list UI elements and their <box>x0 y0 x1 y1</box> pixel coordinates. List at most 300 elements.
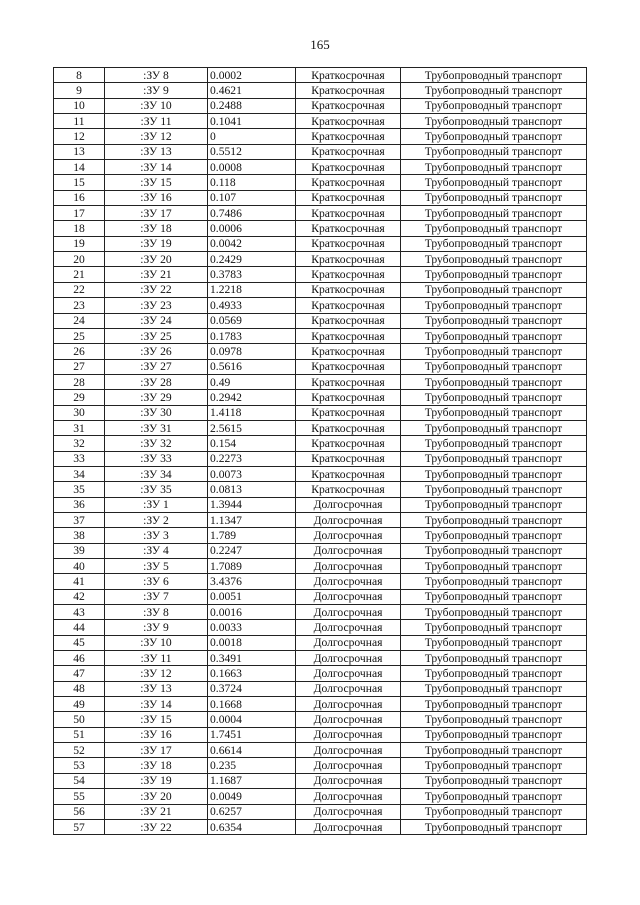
usage-cell: Трубопроводный транспорт <box>401 451 587 466</box>
area-cell: 0.5512 <box>208 144 296 159</box>
usage-cell: Трубопроводный транспорт <box>401 635 587 650</box>
row-number-cell: 40 <box>54 559 105 574</box>
plot-id-cell: :ЗУ 12 <box>105 129 208 144</box>
area-cell: 0.1668 <box>208 697 296 712</box>
table-row <box>54 666 587 681</box>
usage-cell: Трубопроводный транспорт <box>401 819 587 834</box>
term-cell: Краткосрочная <box>296 328 401 343</box>
plot-id-cell: :ЗУ 19 <box>105 773 208 788</box>
plot-id-cell: :ЗУ 22 <box>105 282 208 297</box>
table-row <box>54 574 587 589</box>
row-number-cell: 13 <box>54 144 105 159</box>
area-cell: 0.0813 <box>208 482 296 497</box>
area-cell: 3.4376 <box>208 574 296 589</box>
usage-cell: Трубопроводный транспорт <box>401 512 587 527</box>
term-cell: Краткосрочная <box>296 482 401 497</box>
term-cell: Долгосрочная <box>296 635 401 650</box>
row-number-cell: 15 <box>54 175 105 190</box>
row-number-cell: 24 <box>54 313 105 328</box>
usage-cell: Трубопроводный транспорт <box>401 420 587 435</box>
row-number-cell: 47 <box>54 666 105 681</box>
term-cell: Краткосрочная <box>296 267 401 282</box>
row-number-cell: 31 <box>54 420 105 435</box>
area-cell: 0.0018 <box>208 635 296 650</box>
term-cell: Краткосрочная <box>296 221 401 236</box>
area-cell: 1.7089 <box>208 559 296 574</box>
row-number-cell: 54 <box>54 773 105 788</box>
plot-id-cell: :ЗУ 24 <box>105 313 208 328</box>
usage-cell: Трубопроводный транспорт <box>401 620 587 635</box>
term-cell: Долгосрочная <box>296 804 401 819</box>
area-cell: 0 <box>208 129 296 144</box>
table-row <box>54 681 587 696</box>
area-cell: 0.2273 <box>208 451 296 466</box>
row-number-cell: 49 <box>54 697 105 712</box>
usage-cell: Трубопроводный транспорт <box>401 789 587 804</box>
table-row <box>54 390 587 405</box>
term-cell: Краткосрочная <box>296 405 401 420</box>
plot-id-cell: :ЗУ 22 <box>105 819 208 834</box>
table-row <box>54 252 587 267</box>
term-cell: Краткосрочная <box>296 206 401 221</box>
plot-id-cell: :ЗУ 21 <box>105 804 208 819</box>
area-cell: 1.1347 <box>208 512 296 527</box>
row-number-cell: 20 <box>54 252 105 267</box>
table-row <box>54 451 587 466</box>
term-cell: Долгосрочная <box>296 620 401 635</box>
usage-cell: Трубопроводный транспорт <box>401 129 587 144</box>
row-number-cell: 21 <box>54 267 105 282</box>
plot-id-cell: :ЗУ 6 <box>105 574 208 589</box>
plot-id-cell: :ЗУ 13 <box>105 144 208 159</box>
term-cell: Долгосрочная <box>296 789 401 804</box>
usage-cell: Трубопроводный транспорт <box>401 758 587 773</box>
usage-cell: Трубопроводный транспорт <box>401 559 587 574</box>
table-row <box>54 328 587 343</box>
row-number-cell: 39 <box>54 543 105 558</box>
term-cell: Краткосрочная <box>296 98 401 113</box>
row-number-cell: 48 <box>54 681 105 696</box>
area-cell: 1.7451 <box>208 727 296 742</box>
table-row <box>54 512 587 527</box>
table-row <box>54 98 587 113</box>
area-cell: 1.2218 <box>208 282 296 297</box>
plot-id-cell: :ЗУ 9 <box>105 620 208 635</box>
plot-id-cell: :ЗУ 15 <box>105 175 208 190</box>
plot-id-cell: :ЗУ 14 <box>105 697 208 712</box>
area-cell: 0.0033 <box>208 620 296 635</box>
usage-cell: Трубопроводный транспорт <box>401 236 587 251</box>
area-cell: 2.5615 <box>208 420 296 435</box>
plot-id-cell: :ЗУ 9 <box>105 83 208 98</box>
plot-id-cell: :ЗУ 34 <box>105 466 208 481</box>
term-cell: Краткосрочная <box>296 282 401 297</box>
term-cell: Краткосрочная <box>296 359 401 374</box>
term-cell: Краткосрочная <box>296 129 401 144</box>
term-cell: Краткосрочная <box>296 190 401 205</box>
area-cell: 1.789 <box>208 528 296 543</box>
row-number-cell: 12 <box>54 129 105 144</box>
usage-cell: Трубопроводный транспорт <box>401 405 587 420</box>
row-number-cell: 8 <box>54 68 105 83</box>
plot-id-cell: :ЗУ 12 <box>105 666 208 681</box>
area-cell: 1.3944 <box>208 497 296 512</box>
usage-cell: Трубопроводный транспорт <box>401 83 587 98</box>
table-row <box>54 344 587 359</box>
area-cell: 1.4118 <box>208 405 296 420</box>
term-cell: Долгосрочная <box>296 589 401 604</box>
row-number-cell: 22 <box>54 282 105 297</box>
table-body <box>54 68 587 835</box>
plot-id-cell: :ЗУ 10 <box>105 98 208 113</box>
term-cell: Краткосрочная <box>296 144 401 159</box>
term-cell: Долгосрочная <box>296 681 401 696</box>
table-row <box>54 298 587 313</box>
table-row <box>54 221 587 236</box>
row-number-cell: 19 <box>54 236 105 251</box>
term-cell: Краткосрочная <box>296 374 401 389</box>
usage-cell: Трубопроводный транспорт <box>401 543 587 558</box>
area-cell: 0.1663 <box>208 666 296 681</box>
area-cell: 0.0978 <box>208 344 296 359</box>
table-row <box>54 129 587 144</box>
usage-cell: Трубопроводный транспорт <box>401 374 587 389</box>
area-cell: 0.235 <box>208 758 296 773</box>
row-number-cell: 43 <box>54 605 105 620</box>
plot-id-cell: :ЗУ 33 <box>105 451 208 466</box>
table-row <box>54 313 587 328</box>
term-cell: Долгосрочная <box>296 574 401 589</box>
plot-id-cell: :ЗУ 11 <box>105 114 208 129</box>
row-number-cell: 37 <box>54 512 105 527</box>
term-cell: Долгосрочная <box>296 605 401 620</box>
area-cell: 0.1041 <box>208 114 296 129</box>
row-number-cell: 42 <box>54 589 105 604</box>
plot-id-cell: :ЗУ 26 <box>105 344 208 359</box>
usage-cell: Трубопроводный транспорт <box>401 651 587 666</box>
term-cell: Долгосрочная <box>296 512 401 527</box>
usage-cell: Трубопроводный транспорт <box>401 298 587 313</box>
area-cell: 0.2429 <box>208 252 296 267</box>
table-row <box>54 635 587 650</box>
area-cell: 0.6354 <box>208 819 296 834</box>
plot-id-cell: :ЗУ 20 <box>105 252 208 267</box>
usage-cell: Трубопроводный транспорт <box>401 804 587 819</box>
area-cell: 0.0073 <box>208 466 296 481</box>
area-cell: 0.0051 <box>208 589 296 604</box>
table-row <box>54 819 587 834</box>
table-row <box>54 160 587 175</box>
row-number-cell: 10 <box>54 98 105 113</box>
plot-id-cell: :ЗУ 31 <box>105 420 208 435</box>
row-number-cell: 27 <box>54 359 105 374</box>
usage-cell: Трубопроводный транспорт <box>401 206 587 221</box>
plot-id-cell: :ЗУ 20 <box>105 789 208 804</box>
plot-id-cell: :ЗУ 11 <box>105 651 208 666</box>
area-cell: 0.6257 <box>208 804 296 819</box>
plot-id-cell: :ЗУ 29 <box>105 390 208 405</box>
usage-cell: Трубопроводный транспорт <box>401 282 587 297</box>
row-number-cell: 33 <box>54 451 105 466</box>
area-cell: 0.0006 <box>208 221 296 236</box>
term-cell: Краткосрочная <box>296 390 401 405</box>
table-row <box>54 282 587 297</box>
row-number-cell: 16 <box>54 190 105 205</box>
term-cell: Краткосрочная <box>296 436 401 451</box>
table-row <box>54 420 587 435</box>
row-number-cell: 44 <box>54 620 105 635</box>
area-cell: 0.5616 <box>208 359 296 374</box>
area-cell: 0.154 <box>208 436 296 451</box>
term-cell: Краткосрочная <box>296 114 401 129</box>
table-row <box>54 497 587 512</box>
plot-id-cell: :ЗУ 2 <box>105 512 208 527</box>
usage-cell: Трубопроводный транспорт <box>401 436 587 451</box>
row-number-cell: 17 <box>54 206 105 221</box>
table-row <box>54 206 587 221</box>
table-row <box>54 758 587 773</box>
term-cell: Краткосрочная <box>296 83 401 98</box>
row-number-cell: 11 <box>54 114 105 129</box>
plot-id-cell: :ЗУ 25 <box>105 328 208 343</box>
term-cell: Долгосрочная <box>296 559 401 574</box>
term-cell: Краткосрочная <box>296 298 401 313</box>
plot-id-cell: :ЗУ 3 <box>105 528 208 543</box>
area-cell: 0.4621 <box>208 83 296 98</box>
table-row <box>54 374 587 389</box>
table-row <box>54 789 587 804</box>
usage-cell: Трубопроводный транспорт <box>401 497 587 512</box>
plot-id-cell: :ЗУ 17 <box>105 206 208 221</box>
usage-cell: Трубопроводный транспорт <box>401 681 587 696</box>
plot-id-cell: :ЗУ 23 <box>105 298 208 313</box>
term-cell: Краткосрочная <box>296 451 401 466</box>
usage-cell: Трубопроводный транспорт <box>401 466 587 481</box>
area-cell: 0.3724 <box>208 681 296 696</box>
table-row <box>54 712 587 727</box>
plot-id-cell: :ЗУ 1 <box>105 497 208 512</box>
plot-id-cell: :ЗУ 21 <box>105 267 208 282</box>
row-number-cell: 14 <box>54 160 105 175</box>
area-cell: 0.3491 <box>208 651 296 666</box>
usage-cell: Трубопроводный транспорт <box>401 727 587 742</box>
table-row <box>54 405 587 420</box>
usage-cell: Трубопроводный транспорт <box>401 390 587 405</box>
area-cell: 0.3783 <box>208 267 296 282</box>
area-cell: 0.0004 <box>208 712 296 727</box>
row-number-cell: 23 <box>54 298 105 313</box>
row-number-cell: 38 <box>54 528 105 543</box>
plot-id-cell: :ЗУ 8 <box>105 68 208 83</box>
usage-cell: Трубопроводный транспорт <box>401 605 587 620</box>
usage-cell: Трубопроводный транспорт <box>401 267 587 282</box>
table-row <box>54 804 587 819</box>
plot-id-cell: :ЗУ 15 <box>105 712 208 727</box>
area-cell: 0.0569 <box>208 313 296 328</box>
row-number-cell: 28 <box>54 374 105 389</box>
page-number: 165 <box>310 37 330 52</box>
table-row <box>54 743 587 758</box>
term-cell: Долгосрочная <box>296 727 401 742</box>
term-cell: Долгосрочная <box>296 819 401 834</box>
table-row <box>54 589 587 604</box>
usage-cell: Трубопроводный транспорт <box>401 712 587 727</box>
row-number-cell: 55 <box>54 789 105 804</box>
term-cell: Краткосрочная <box>296 236 401 251</box>
term-cell: Долгосрочная <box>296 543 401 558</box>
usage-cell: Трубопроводный транспорт <box>401 98 587 113</box>
usage-cell: Трубопроводный транспорт <box>401 160 587 175</box>
term-cell: Краткосрочная <box>296 420 401 435</box>
term-cell: Краткосрочная <box>296 160 401 175</box>
usage-cell: Трубопроводный транспорт <box>401 697 587 712</box>
plot-id-cell: :ЗУ 7 <box>105 589 208 604</box>
plot-id-cell: :ЗУ 4 <box>105 543 208 558</box>
plot-id-cell: :ЗУ 16 <box>105 190 208 205</box>
area-cell: 0.107 <box>208 190 296 205</box>
row-number-cell: 18 <box>54 221 105 236</box>
table-row <box>54 528 587 543</box>
usage-cell: Трубопроводный транспорт <box>401 344 587 359</box>
usage-cell: Трубопроводный транспорт <box>401 114 587 129</box>
term-cell: Долгосрочная <box>296 497 401 512</box>
row-number-cell: 45 <box>54 635 105 650</box>
area-cell: 0.7486 <box>208 206 296 221</box>
term-cell: Краткосрочная <box>296 252 401 267</box>
table-row <box>54 482 587 497</box>
plot-id-cell: :ЗУ 19 <box>105 236 208 251</box>
plot-id-cell: :ЗУ 5 <box>105 559 208 574</box>
term-cell: Долгосрочная <box>296 712 401 727</box>
area-cell: 0.0008 <box>208 160 296 175</box>
table-row <box>54 559 587 574</box>
usage-cell: Трубопроводный транспорт <box>401 589 587 604</box>
table-row <box>54 466 587 481</box>
row-number-cell: 50 <box>54 712 105 727</box>
table-row <box>54 359 587 374</box>
area-cell: 0.4933 <box>208 298 296 313</box>
plot-id-cell: :ЗУ 8 <box>105 605 208 620</box>
plot-id-cell: :ЗУ 35 <box>105 482 208 497</box>
row-number-cell: 46 <box>54 651 105 666</box>
area-cell: 0.0049 <box>208 789 296 804</box>
table-row <box>54 773 587 788</box>
table-row <box>54 727 587 742</box>
usage-cell: Трубопроводный транспорт <box>401 68 587 83</box>
area-cell: 0.49 <box>208 374 296 389</box>
table-row <box>54 236 587 251</box>
area-cell: 0.0002 <box>208 68 296 83</box>
table-row <box>54 68 587 83</box>
term-cell: Краткосрочная <box>296 313 401 328</box>
table-row <box>54 697 587 712</box>
area-cell: 0.2488 <box>208 98 296 113</box>
term-cell: Долгосрочная <box>296 666 401 681</box>
term-cell: Долгосрочная <box>296 528 401 543</box>
area-cell: 0.0016 <box>208 605 296 620</box>
plot-id-cell: :ЗУ 13 <box>105 681 208 696</box>
usage-cell: Трубопроводный транспорт <box>401 528 587 543</box>
usage-cell: Трубопроводный транспорт <box>401 743 587 758</box>
row-number-cell: 26 <box>54 344 105 359</box>
table-row <box>54 114 587 129</box>
row-number-cell: 52 <box>54 743 105 758</box>
plot-id-cell: :ЗУ 28 <box>105 374 208 389</box>
usage-cell: Трубопроводный транспорт <box>401 359 587 374</box>
usage-cell: Трубопроводный транспорт <box>401 144 587 159</box>
row-number-cell: 30 <box>54 405 105 420</box>
term-cell: Краткосрочная <box>296 344 401 359</box>
row-number-cell: 34 <box>54 466 105 481</box>
usage-cell: Трубопроводный транспорт <box>401 666 587 681</box>
plot-id-cell: :ЗУ 30 <box>105 405 208 420</box>
area-cell: 0.1783 <box>208 328 296 343</box>
area-cell: 0.0042 <box>208 236 296 251</box>
usage-cell: Трубопроводный транспорт <box>401 221 587 236</box>
plot-id-cell: :ЗУ 14 <box>105 160 208 175</box>
plot-id-cell: :ЗУ 16 <box>105 727 208 742</box>
row-number-cell: 29 <box>54 390 105 405</box>
land-plots-table <box>53 67 587 835</box>
area-cell: 1.1687 <box>208 773 296 788</box>
area-cell: 0.118 <box>208 175 296 190</box>
row-number-cell: 56 <box>54 804 105 819</box>
term-cell: Долгосрочная <box>296 773 401 788</box>
area-cell: 0.2942 <box>208 390 296 405</box>
row-number-cell: 57 <box>54 819 105 834</box>
row-number-cell: 25 <box>54 328 105 343</box>
plot-id-cell: :ЗУ 32 <box>105 436 208 451</box>
plot-id-cell: :ЗУ 18 <box>105 758 208 773</box>
term-cell: Долгосрочная <box>296 743 401 758</box>
area-cell: 0.2247 <box>208 543 296 558</box>
row-number-cell: 36 <box>54 497 105 512</box>
table-row <box>54 190 587 205</box>
term-cell: Краткосрочная <box>296 68 401 83</box>
table-row <box>54 83 587 98</box>
plot-id-cell: :ЗУ 10 <box>105 635 208 650</box>
row-number-cell: 41 <box>54 574 105 589</box>
usage-cell: Трубопроводный транспорт <box>401 328 587 343</box>
usage-cell: Трубопроводный транспорт <box>401 190 587 205</box>
term-cell: Краткосрочная <box>296 466 401 481</box>
usage-cell: Трубопроводный транспорт <box>401 313 587 328</box>
plot-id-cell: :ЗУ 27 <box>105 359 208 374</box>
term-cell: Долгосрочная <box>296 758 401 773</box>
area-cell: 0.6614 <box>208 743 296 758</box>
table-row <box>54 651 587 666</box>
usage-cell: Трубопроводный транспорт <box>401 252 587 267</box>
table-row <box>54 620 587 635</box>
table-row <box>54 605 587 620</box>
usage-cell: Трубопроводный транспорт <box>401 574 587 589</box>
row-number-cell: 51 <box>54 727 105 742</box>
term-cell: Долгосрочная <box>296 697 401 712</box>
usage-cell: Трубопроводный транспорт <box>401 773 587 788</box>
plot-id-cell: :ЗУ 17 <box>105 743 208 758</box>
usage-cell: Трубопроводный транспорт <box>401 482 587 497</box>
row-number-cell: 53 <box>54 758 105 773</box>
table-row <box>54 436 587 451</box>
table-row <box>54 267 587 282</box>
term-cell: Долгосрочная <box>296 651 401 666</box>
table-row <box>54 543 587 558</box>
row-number-cell: 35 <box>54 482 105 497</box>
row-number-cell: 32 <box>54 436 105 451</box>
row-number-cell: 9 <box>54 83 105 98</box>
plot-id-cell: :ЗУ 18 <box>105 221 208 236</box>
usage-cell: Трубопроводный транспорт <box>401 175 587 190</box>
